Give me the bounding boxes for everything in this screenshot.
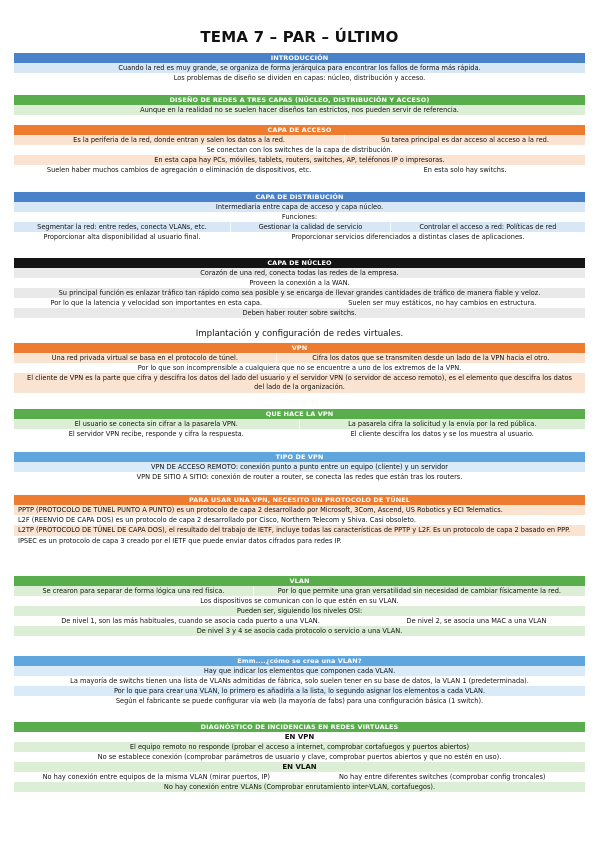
section-header: INTRODUCCIÓN bbox=[14, 53, 585, 63]
section-capa-acceso bbox=[14, 125, 585, 175]
section-diseno-tres-capas bbox=[14, 95, 585, 115]
text-cell: Aunque en la realidad no se suelen hacer diseños tan estrictos, nos pueden servir de referencia. bbox=[140, 106, 459, 114]
text-cell: Los problemas de diseño se dividen en capas: núcleo, distribución y acceso. bbox=[173, 74, 426, 82]
text-cell: Hay que indicar los elementos que componen cada VLAN. bbox=[203, 667, 396, 675]
text-cell: Funciones: bbox=[281, 213, 318, 221]
text-cell: Se crearon para separar de forma lógica una red física. bbox=[14, 586, 254, 596]
text-cell: IPSEC es un protocolo de capa 3 creado por el IETF que puede enviar datos cifrados para redes IP. bbox=[18, 537, 342, 545]
text-cell: Pueden ser, siguiendo los niveles OSI: bbox=[236, 607, 363, 615]
text-cell: Proporcionar alta disponibilidad al usuario final. bbox=[14, 232, 231, 242]
section-header: VPN bbox=[14, 343, 585, 353]
section-capa-distribucion bbox=[14, 192, 585, 242]
text-cell: No hay conexión entre equipos de la misma VLAN (mirar puertos, IP) bbox=[14, 772, 300, 782]
section-vpn bbox=[14, 343, 585, 393]
text-cell: Controlar el acceso a red: Políticas de red bbox=[419, 223, 557, 231]
section-header: QUE HACE LA VPN bbox=[14, 409, 585, 419]
section-que-hace-vpn bbox=[14, 409, 585, 439]
text-cell: VPN DE ACCESO REMOTO: conexión punto a punto entre un equipo (cliente) y un servidor bbox=[151, 463, 448, 471]
text-cell: Una red privada virtual se basa en el protocolo de túnel. bbox=[14, 353, 277, 363]
text-cell: L2F (REENVÍO DE CAPA DOS) es un protocolo de capa 2 desarrollado por Cisco, Northern Telecom y Shiva. Casi obsoleto. bbox=[18, 516, 416, 524]
text-cell: De nivel 2, se asocia una MAC a una VLAN bbox=[406, 617, 547, 625]
text-cell: Cifra los datos que se transmiten desde un lado de la VPN hacia el otro. bbox=[312, 354, 550, 362]
text-cell: Su principal función es enlazar tráfico tan rápido como sea posible y se encarga de llevar grandes cantidades de tráfico de manera fiable y veloz. bbox=[58, 289, 541, 297]
section-crear-vlan bbox=[14, 656, 585, 706]
section-header: VLAN bbox=[14, 576, 585, 586]
text-cell: Suelen haber muchos cambios de agregación o eliminación de dispositivos, etc. bbox=[14, 165, 345, 175]
text-cell: PPTP (PROTOCOLO DE TÚNEL PUNTO A PUNTO) es un protocolo de capa 2 desarrollado por Microsoft, 3Com, Ascend, US Robotics y ECI Telematics. bbox=[18, 506, 503, 514]
text-cell: Deben haber router sobre switchs. bbox=[242, 309, 357, 317]
text-cell: Cuando la red es muy grande, se organiza de forma jerárquica para encontrar los fallos de forma más rápida. bbox=[118, 64, 481, 72]
text-cell: El cliente descifra los datos y se los muestra al usuario. bbox=[350, 430, 534, 438]
section-header: Emm....¿cómo se crea una VLAN? bbox=[14, 656, 585, 666]
text-cell: Segmentar la red: entre redes, conecta VLANs, etc. bbox=[14, 222, 231, 232]
section-header: DIAGNÓSTICO DE INCIDENCIAS EN REDES VIRTUALES bbox=[14, 722, 585, 732]
text-cell: El cliente de VPN es la parte que cifra y descifra los datos del lado del usuario y el servidor VPN (o servidor de acceso remoto), es el elemento que descifra los datos del lado de la organización. bbox=[27, 374, 572, 391]
text-cell: La mayoría de switchs tienen una lista de VLANs admitidas de fábrica, solo suelen tener en su base de datos, la VLAN 1 (predeterminada). bbox=[70, 677, 529, 685]
text-cell: Intermediaria entre capa de acceso y capa núcleo. bbox=[215, 203, 384, 211]
section-tipo-vpn bbox=[14, 452, 585, 482]
text-cell: El usuario se conecta sin cifrar a la pasarela VPN. bbox=[14, 419, 300, 429]
section-protocolo-tunel bbox=[14, 495, 585, 546]
text-cell: Es la periferia de la red, donde entran y salen los datos a la red. bbox=[14, 135, 345, 145]
text-cell: En esta solo hay switchs. bbox=[423, 166, 507, 174]
section-introduccion bbox=[14, 53, 585, 83]
section-header: PARA USAR UNA VPN, NECESITO UN PROTOCOLO DE TÚNEL bbox=[14, 495, 585, 505]
text-cell: El equipo remoto no responde (probar el acceso a internet, comprobar cortafuegos y puertos abiertos) bbox=[129, 743, 470, 751]
section-header: DISEÑO DE REDES A TRES CAPAS (NÚCLEO, DISTRIBUCIÓN Y ACCESO) bbox=[14, 95, 585, 105]
section-implantacion bbox=[14, 328, 585, 340]
text-cell: VPN DE SITIO A SITIO: conexión de router a router, se conecta las redes que están tras los routers. bbox=[136, 473, 463, 481]
text-cell: Proveen la conexión a la WAN. bbox=[249, 279, 350, 287]
subheader-vlan: EN VLAN bbox=[14, 762, 585, 772]
text-cell: Su tarea principal es dar acceso al acceso a la red. bbox=[381, 136, 549, 144]
section-header: CAPA DE ACCESO bbox=[14, 125, 585, 135]
text-cell: L2TP (PROTOCOLO DE TÚNEL DE CAPA DOS), el resultado del trabajo de IETF, incluye todas las características de PPTP y L2F. Es un protocolo de capa 2 basado en PPP. bbox=[18, 526, 571, 534]
text-cell: No hay conexión entre VLANs (Comprobar enrutamiento inter-VLAN, cortafuegos). bbox=[163, 783, 436, 791]
text-cell: Los dispositivos se comunican con lo que estén en su VLAN. bbox=[200, 597, 399, 605]
section-header: CAPA DE DISTRIBUCIÓN bbox=[14, 192, 585, 202]
text-cell: En esta capa hay PCs, móviles, tablets, routers, switches, AP, teléfonos IP o impresoras. bbox=[154, 156, 445, 164]
text-cell: Corazón de una red, conecta todas las redes de la empresa. bbox=[200, 269, 399, 277]
section-header: CAPA DE NÚCLEO bbox=[14, 258, 585, 268]
text-cell: El servidor VPN recibe, responde y cifra la respuesta. bbox=[14, 429, 300, 439]
text-cell: Gestionar la calidad de servicio bbox=[231, 222, 391, 232]
section-vlan bbox=[14, 576, 585, 636]
text-cell: Por lo que permite una gran versatilidad sin necesidad de cambiar físicamente la red. bbox=[277, 587, 561, 595]
text-cell: Según el fabricante se puede configurar vía web (la mayoría de fabs) para una configuración básica (1 switch). bbox=[115, 697, 484, 705]
subheader-vpn: EN VPN bbox=[14, 732, 585, 742]
section-diagnostico bbox=[14, 722, 585, 792]
text-cell: Se conectan con los switches de la capa de distribución. bbox=[206, 146, 393, 154]
text-cell: Por lo que la latencia y velocidad son importantes en esta capa. bbox=[14, 298, 300, 308]
page-title: TEMA 7 – PAR – ÚLTIMO bbox=[200, 28, 399, 46]
text-cell: No se establece conexión (comprobar parámetros de usuario y clave, comprobar puertos abiertos y que no estén en uso). bbox=[97, 753, 502, 761]
text-cell: Por lo que para crear una VLAN, lo primero es añadirla a la lista, lo segundo asignar los elementos a cada VLAN. bbox=[113, 687, 486, 695]
text-cell: Suelen ser muy estáticos, no hay cambios en estructura. bbox=[348, 299, 537, 307]
text-cell: Por lo que son incomprensible a cualquiera que no se encuentre a uno de los extremos de la VPN. bbox=[137, 364, 462, 372]
text-cell: De nivel 1, son las más habituales, cuando se asocia cada puerto a una VLAN. bbox=[14, 616, 368, 626]
text-cell: No hay entre diferentes switches (comprobar config troncales) bbox=[338, 773, 546, 781]
text-cell: De nivel 3 y 4 se asocia cada protocolo o servicio a una VLAN. bbox=[196, 627, 403, 635]
text-cell: Proporcionar servicios diferenciados a distintas clases de aplicaciones. bbox=[291, 233, 525, 241]
section-capa-nucleo bbox=[14, 258, 585, 318]
text-cell: La pasarela cifra la solicitud y la envía por la red pública. bbox=[348, 420, 537, 428]
subtitle: Implantación y configuración de redes virtuales. bbox=[195, 329, 404, 339]
section-header: TIPO DE VPN bbox=[14, 452, 585, 462]
